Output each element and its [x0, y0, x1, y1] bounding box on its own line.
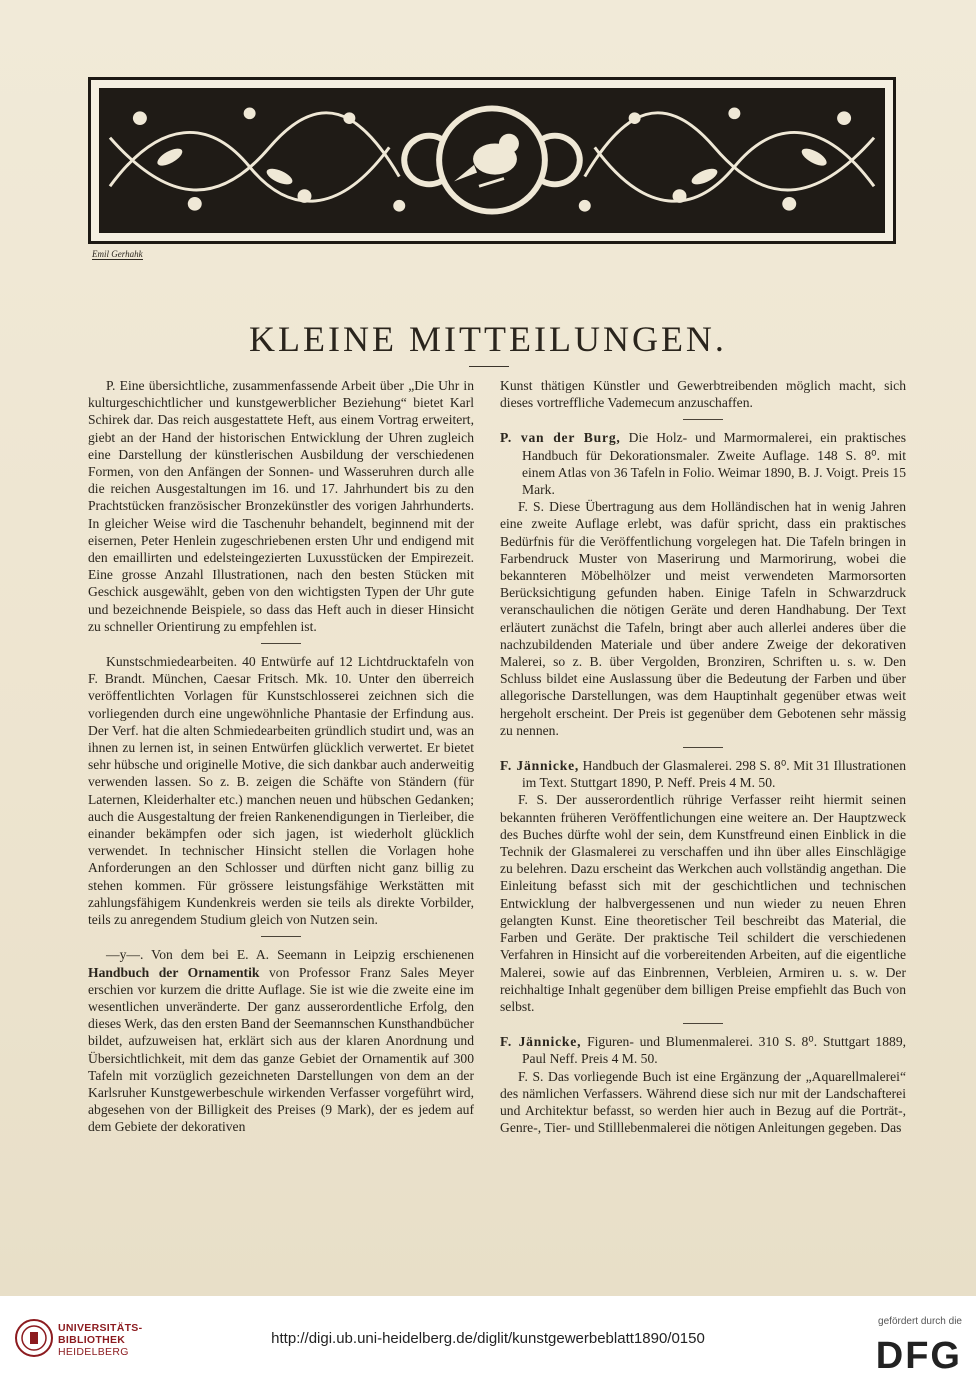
- page-title: KLEINE MITTEILUNGEN.: [249, 319, 727, 359]
- ornamental-header: [88, 77, 896, 244]
- review-heading-figurenmalerei: [500, 1033, 906, 1067]
- review-body-figurenmalerei: F. S. Das vorliegende Buch ist eine Ergänzung der „Aquarellmalerei“ des nämlichen Verfassers. Während diese sich nur mit der Landschafterei und Architektur befasst, so werden hier auch in Bezug auf die Porträt-, Genre-, Tier- und Stilllebenmalerei die nötigen Anleitungen gegeben. Das: [500, 1068, 906, 1136]
- title-divider: [469, 366, 509, 367]
- uni-line3: HEIDELBERG: [58, 1346, 129, 1358]
- review-author: F. Jännicke,: [500, 758, 580, 774]
- divider: [683, 1023, 723, 1024]
- review-body-glasmalerei: F. S. Der ausserordentlich rührige Verfasser reiht hiermit seinen bekannten früheren Veröffentlichungen eine weitere an. Der Hauptzweck des Buches dürfte wohl der sein, dem Kunstfreund einen Einblick in die Technik der Glasmalerei zu verschaffen und ihn über alles Einschlägige zu belehren. Dazu erscheint das Werkchen auch vollständig angethan. Die Einleitung befasst sich mit der geschichtlichen und technischen Entwicklung der halbvergessenen und nun wieder zu neuen Ehren gelangten Kunst. Eine theoretischer Teil beschreibt das Material, die Farben und Geräte. Der praktische Teil schildert die verschiedenen Verfahren in Hinsicht auf die vorbereitenden Arbeiten, auf die eigentliche Malerei, sowie auf das Einbrennen, Verbleien, Armiren u. s. w. Der reichhaltige Inhalt gegenüber dem billigen Preise empfiehlt das Buch von selbst.: [500, 792, 906, 1014]
- article-kunstschmiede: Kunstschmiedearbeiten. 40 Entwürfe auf 12 Lichtdrucktafeln von F. Brandt. München, Caesar Fritsch. Mk. 10. Unter den überreich veröffentlichten Vorlagen für Kunstschlosserei zeichnen sich die vorliegenden durch eine ungewöhnliche Phantasie der Erfindung aus. Der Verf. hat die alten Schmiedearbeiten gründlich studirt und, was an ihnen zu lernen ist, in seinen Entwürfen glücklich verwertet. Er bietet sehr hübsche und originelle Motive, die sich dankbar auch anderweitig verwenden lassen. So z. B. zeigen die Schäfte von Ständern (für Laternen, Kleiderhalter etc.) manchen neuen und hübschen Gedanken; auch die Ausgestaltung der freien Rankenendigungen in Tierleiber, die einander bekämpfen oder sich jagen, ist wiederholt glücklich verwendet. In technischer Hinsicht stellen die Vorlagen hohe Anforderungen an den Schlosser und dürften nicht ganz billig zu stehen kommen. Für grössere leistungsfähige Werkstätten mit zahlungsfähigem Kundenkreis werden sie teils als direkte Vorbilder, teils zu anregendem Studium gleich von Nutzen sein.: [88, 654, 474, 928]
- review-heading-glasmalerei: [500, 757, 906, 791]
- review-book-details: Figuren- und Blumenmalerei. 310 S. 8⁰. Stuttgart 1889, Paul Neff. Preis 4 M. 50.: [522, 1034, 907, 1067]
- ornamentik-book-title: Handbuch der Ornamentik: [88, 964, 260, 980]
- source-url-link[interactable]: http://digi.ub.uni-heidelberg.de/diglit/kunstgewerbeblatt1890/0150: [271, 1330, 705, 1347]
- funded-by-label: gefördert durch die: [878, 1316, 962, 1327]
- divider: [683, 747, 723, 748]
- review-author: P. van der Burg,: [500, 430, 621, 446]
- review-book-details: Handbuch der Glasmalerei. 298 S. 8⁰. Mit 31 Illustrationen im Text. Stuttgart 1890, P. Neff. Preis 4 M. 50.: [522, 758, 907, 791]
- engraver-signature: Emil Gerhahk: [92, 249, 143, 259]
- dfg-logo[interactable]: DFG: [875, 1335, 962, 1377]
- right-column: [500, 377, 906, 1136]
- divider: [261, 643, 301, 644]
- review-body-holzmalerei: F. S. Diese Übertragung aus dem Holländischen hat in wenig Jahren eine zweite Auflage erlebt, was dafür spricht, dass ein praktisches Bedürfnis für die Veröffentlichung vorgelegen hat. Die Tafeln bringen in Farbendruck Muster von Maserirung und Marmorirung, wobei die bekannteren Möbelhölzer und meist verwendeten Marmorsorten Berücksichtigung gefunden haben. Einige Tafeln in Schwarzdruck veranschaulichen die nötigen Geräte und deren Handhabung. Der Text erläutert zunächst die Tafeln, bringt aber auch allerlei anderes über die nachzubildenden Materiale und über andere Zweige der dekorativen Malerei, so z. B. über Vergolden, Bronziren, Schriften u. s. w. Den Schluss bildet eine Auslassung über die Bedeutung der Farben und über allegorische Darstellungen, was dem Hauptinhalt gegenüber etwas weit hergeholt erscheint. Der Preis ist gegenüber dem Gebotenen sehr mässig zu nennen.: [500, 499, 906, 738]
- divider: [261, 936, 301, 937]
- uni-line2: BIBLIOTHEK: [58, 1334, 126, 1346]
- review-heading-holzmalerei: [500, 429, 906, 498]
- article-ornamentik: [88, 946, 474, 1135]
- ornamentik-text: von Professor Franz Sales Meyer erschien vor kurzem die dritte Auflage. Sie ist wie die zweite eine im wesentlichen unveränderte. Der ganz ausserordentliche Erfolg, den dieses Werk, das den ersten Band der Seemannschen Kunsthandbücher bildet, aufzuweisen hat, erklärt sich aus der klaren Anordnung und Übersichtlichkeit, mit dem das ganze Gebiet der Ornamentik auf 300 Tafeln mit vorzüglich gezeichneten Darstellungen von dem an der Karlsruher Kunstgewerbeschule wirkenden Verfasser vorgeführt wird, abgesehen von der Billigkeit des Preises (9 Mark), der es jedem auf dem Gebiete der dekorativen: [88, 964, 474, 1135]
- ornamentik-continuation: Kunst thätigen Künstler und Gewerbtreibenden möglich macht, sich dieses vortreffliche Vademecum anzuschaffen.: [500, 378, 906, 411]
- divider: [683, 419, 723, 420]
- review-book-details: Die Holz- und Marmormalerei, ein praktisches Handbuch für Dekorationsmaler. Zweite Auflage. 148 S. 8⁰. mit einem Atlas von 36 Tafeln in Folio. Weimar 1890, B. J. Voigt. Preis 15 Mark.: [522, 430, 907, 498]
- ornamentik-lead: —y—. Von dem bei E. A. Seemann in Leipzig erschienenen: [106, 947, 474, 963]
- uni-line1: UNIVERSITÄTS-: [58, 1322, 143, 1334]
- ornament-panel: [99, 88, 885, 233]
- left-column: [88, 377, 474, 1136]
- review-author: F. Jännicke,: [500, 1034, 582, 1050]
- article-clock-history: P. Eine übersichtliche, zusammenfassende Arbeit über „Die Uhr in kulturgeschichtlicher und kunstgewerblicher Beziehung“ bietet Karl Schirek dar. Das reich ausgestattete Heft, aus einem Vortrag erweitert, giebt an der Hand der historischen Entwicklung der Uhren zugleich eine Darstellung der künstlerischen Ausbildung der verschiedenen Formen, von den Anfängen der Sonnen- und Wasseruhren durch alle die reichen Ausgestaltungen im 16. und 17. Jahrhundert bis zu den Prachtstücken französischer Bronzekünstler des vorigen Jahrhunderts. In gleicher Weise wird die Taschenuhr behandelt, beginnend mit der eisernen, Peter Henlein zugeschriebenen ersten Uhr und endigend mit den emaillirten und edelsteingezierten Luxusstücken der Empirezeit. Eine grosse Anzahl Illustrationen, nach den besten Stücken mit Geschick ausgewählt, geben von den wichtigsten Typen der Uhr gute und bezeichnende Beispiele, so dass das Heft auch in dieser Hinsicht zu schneller Orientirung zu empfehlen ist.: [88, 378, 474, 634]
- vine-ornament-illustration: [100, 89, 884, 232]
